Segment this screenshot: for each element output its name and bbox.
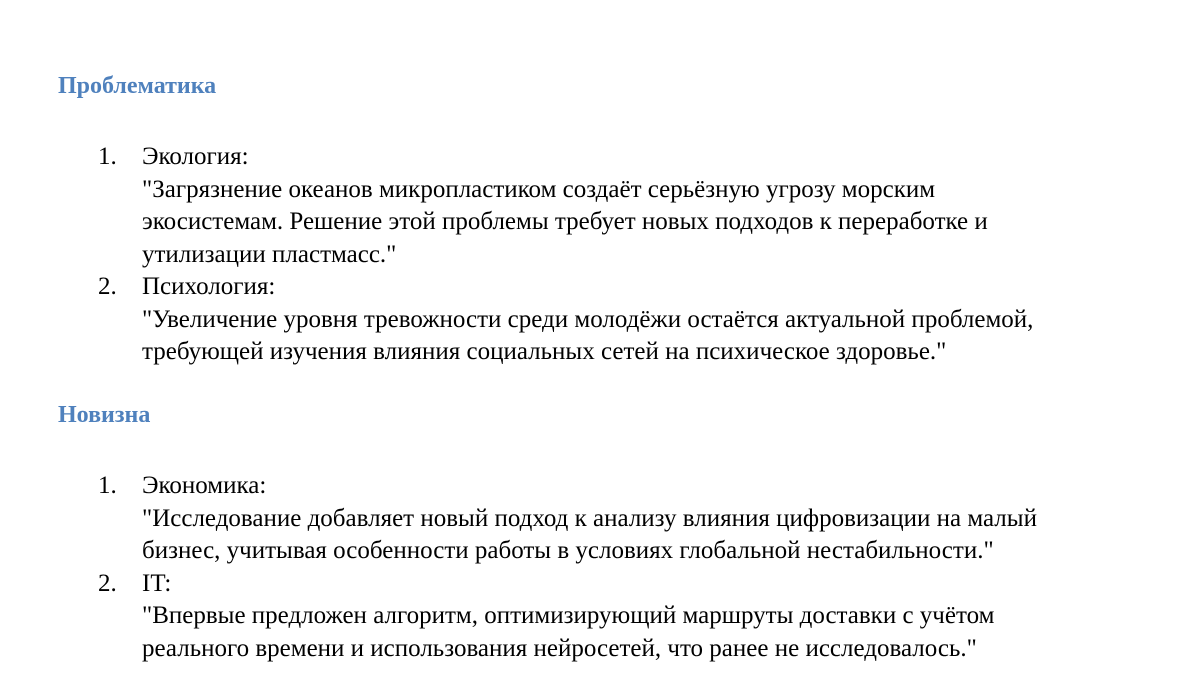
list-item-number: 2. <box>98 273 117 300</box>
list-item <box>0 568 1198 666</box>
section-heading-novizna: Новизна <box>58 402 151 428</box>
list-item-quote: "Исследование добавляет новый подход к анализу влияния цифровизации на малый бизнес, учитывая особенности работы в условиях глобальной нестабильности." <box>142 504 1037 564</box>
list-item-quote: "Впервые предложен алгоритм, оптимизирующий маршруты доставки с учётом реального времени и использования нейросетей, что ранее не исследовалось." <box>142 602 995 662</box>
list-item <box>0 141 1198 271</box>
list-item-number: 1. <box>98 472 117 499</box>
list-item-topic: IT: <box>142 569 172 597</box>
list-item-quote: "Загрязнение океанов микропластиком создаёт серьёзную угрозу морским экосистемам. Решение этой проблемы требует новых подходов к переработке и утилизации пластмасс." <box>142 175 988 268</box>
novizna-list <box>0 470 1198 665</box>
list-item <box>0 271 1198 369</box>
list-item-topic: Психология: <box>142 273 276 300</box>
list-item-number: 2. <box>98 569 117 597</box>
section-heading-problematika: Проблематика <box>58 73 217 99</box>
list-item <box>0 470 1198 568</box>
list-item-topic: Экономика: <box>142 472 267 499</box>
list-item-quote: "Увеличение уровня тревожности среди молодёжи остаётся актуальной проблемой, требующей изучения влияния социальных сетей на психическое здоровье." <box>142 305 1034 365</box>
problematika-list <box>0 141 1198 369</box>
list-item-topic: Экология: <box>142 143 249 170</box>
list-item-number: 1. <box>98 143 117 170</box>
